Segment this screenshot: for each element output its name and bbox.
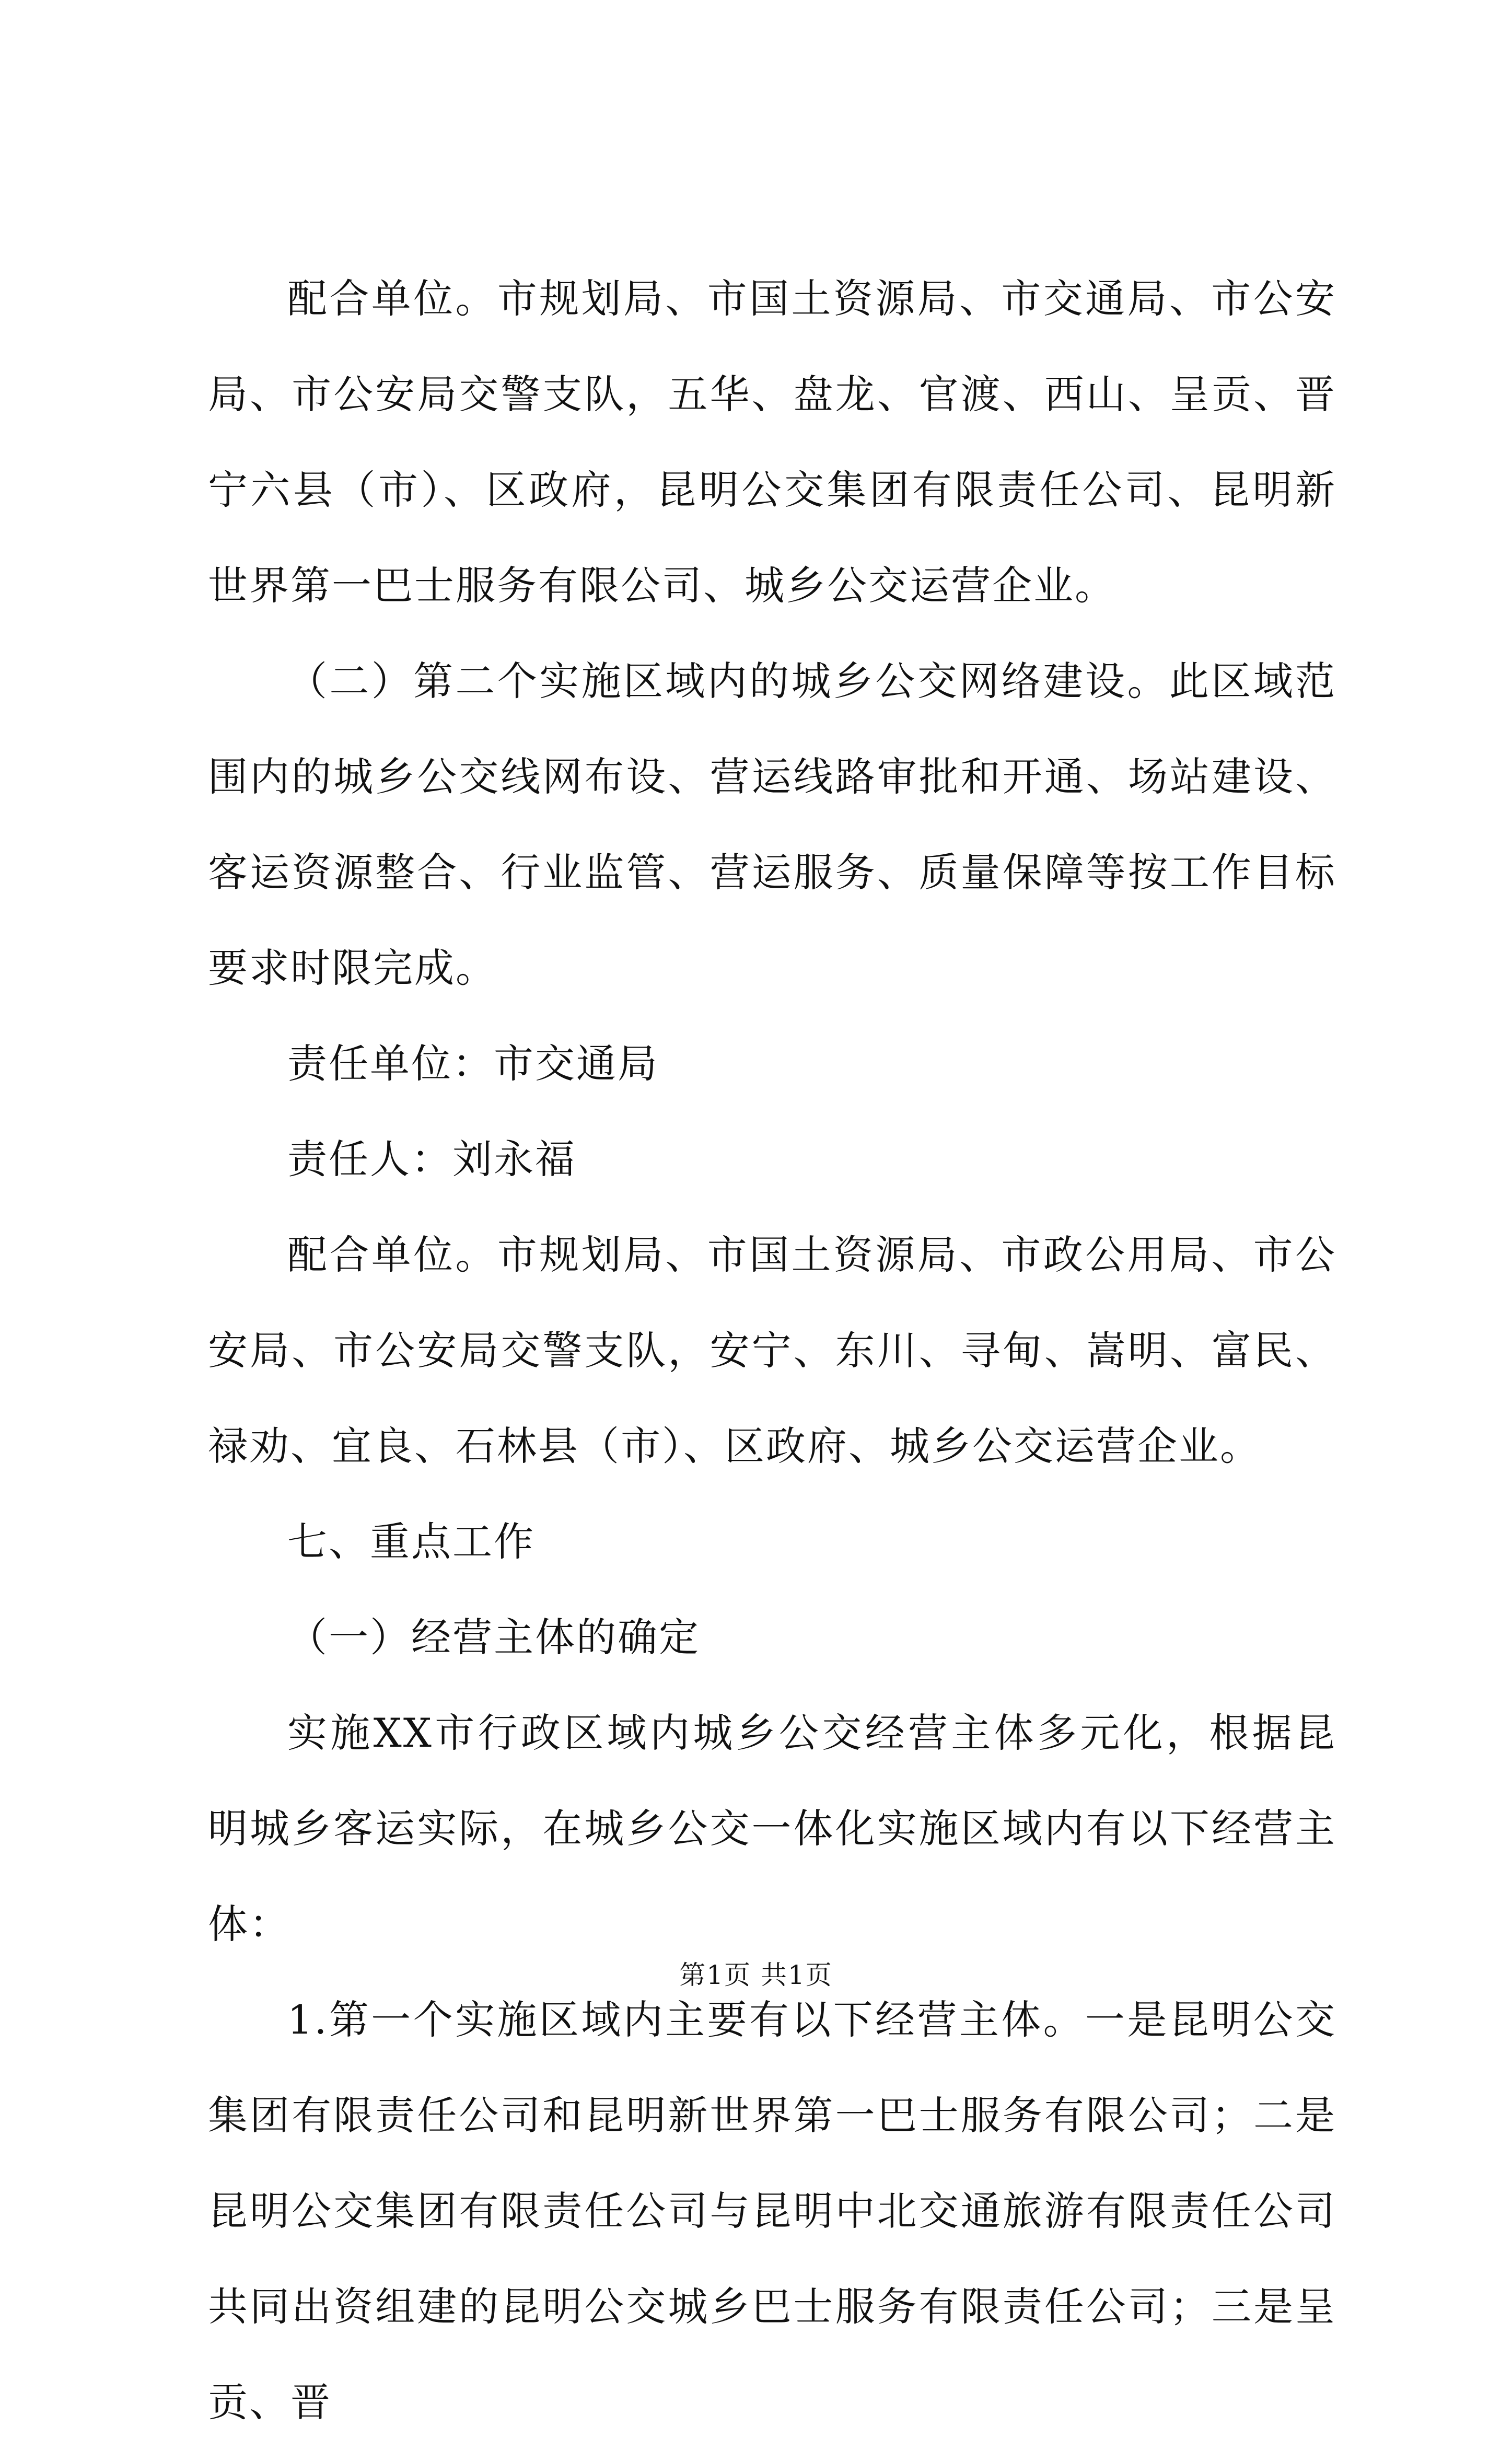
heading-operating-entities: （一）经营主体的确定: [287, 1614, 700, 1661]
paragraph-responsible-person: 责任人：刘永福: [287, 1136, 576, 1182]
paragraph-cooperating-units-1: 配合单位。市规划局、市国土资源局、市交通局、市公安局、市公安局交警支队，五华、盘龙、官渡、西山、呈贡、晋宁六县（市）、区政府，昆明公交集团有限责任公司、昆明新世界第一巴士服务有限公司、城乡公交运营企业。: [208, 275, 1336, 609]
page-footer: 第1页 共1页: [679, 1960, 833, 1990]
paragraph-responsible-unit: 责任单位：市交通局: [287, 1040, 659, 1087]
document-body: [208, 251, 1336, 2450]
heading-key-work: 七、重点工作: [287, 1518, 535, 1565]
paragraph-first-region: 1.第一个实施区域内主要有以下经营主体。一是昆明公交集团有限责任公司和昆明新世界第一巴士服务有限公司；二是昆明公交集团有限责任公司与昆明中北交通旅游有限责任公司共同出资组建的昆明公交城乡巴士服务有限责任公司；三是呈贡、晋: [208, 1996, 1336, 2425]
paragraph-diversification: 实施XX市行政区域内城乡公交经营主体多元化，根据昆明城乡客运实际，在城乡公交一体化实施区域内有以下经营主体：: [208, 1710, 1336, 1947]
paragraph-section-2: （二）第二个实施区域内的城乡公交网络建设。此区域范围内的城乡公交线网布设、营运线路审批和开通、场站建设、客运资源整合、行业监管、营运服务、质量保障等按工作目标要求时限完成。: [208, 658, 1336, 991]
paragraph-cooperating-units-2: 配合单位。市规划局、市国土资源局、市政公用局、市公安局、市公安局交警支队，安宁、东川、寻甸、嵩明、富民、禄劝、宜良、石林县（市）、区政府、城乡公交运营企业。: [208, 1232, 1336, 1469]
